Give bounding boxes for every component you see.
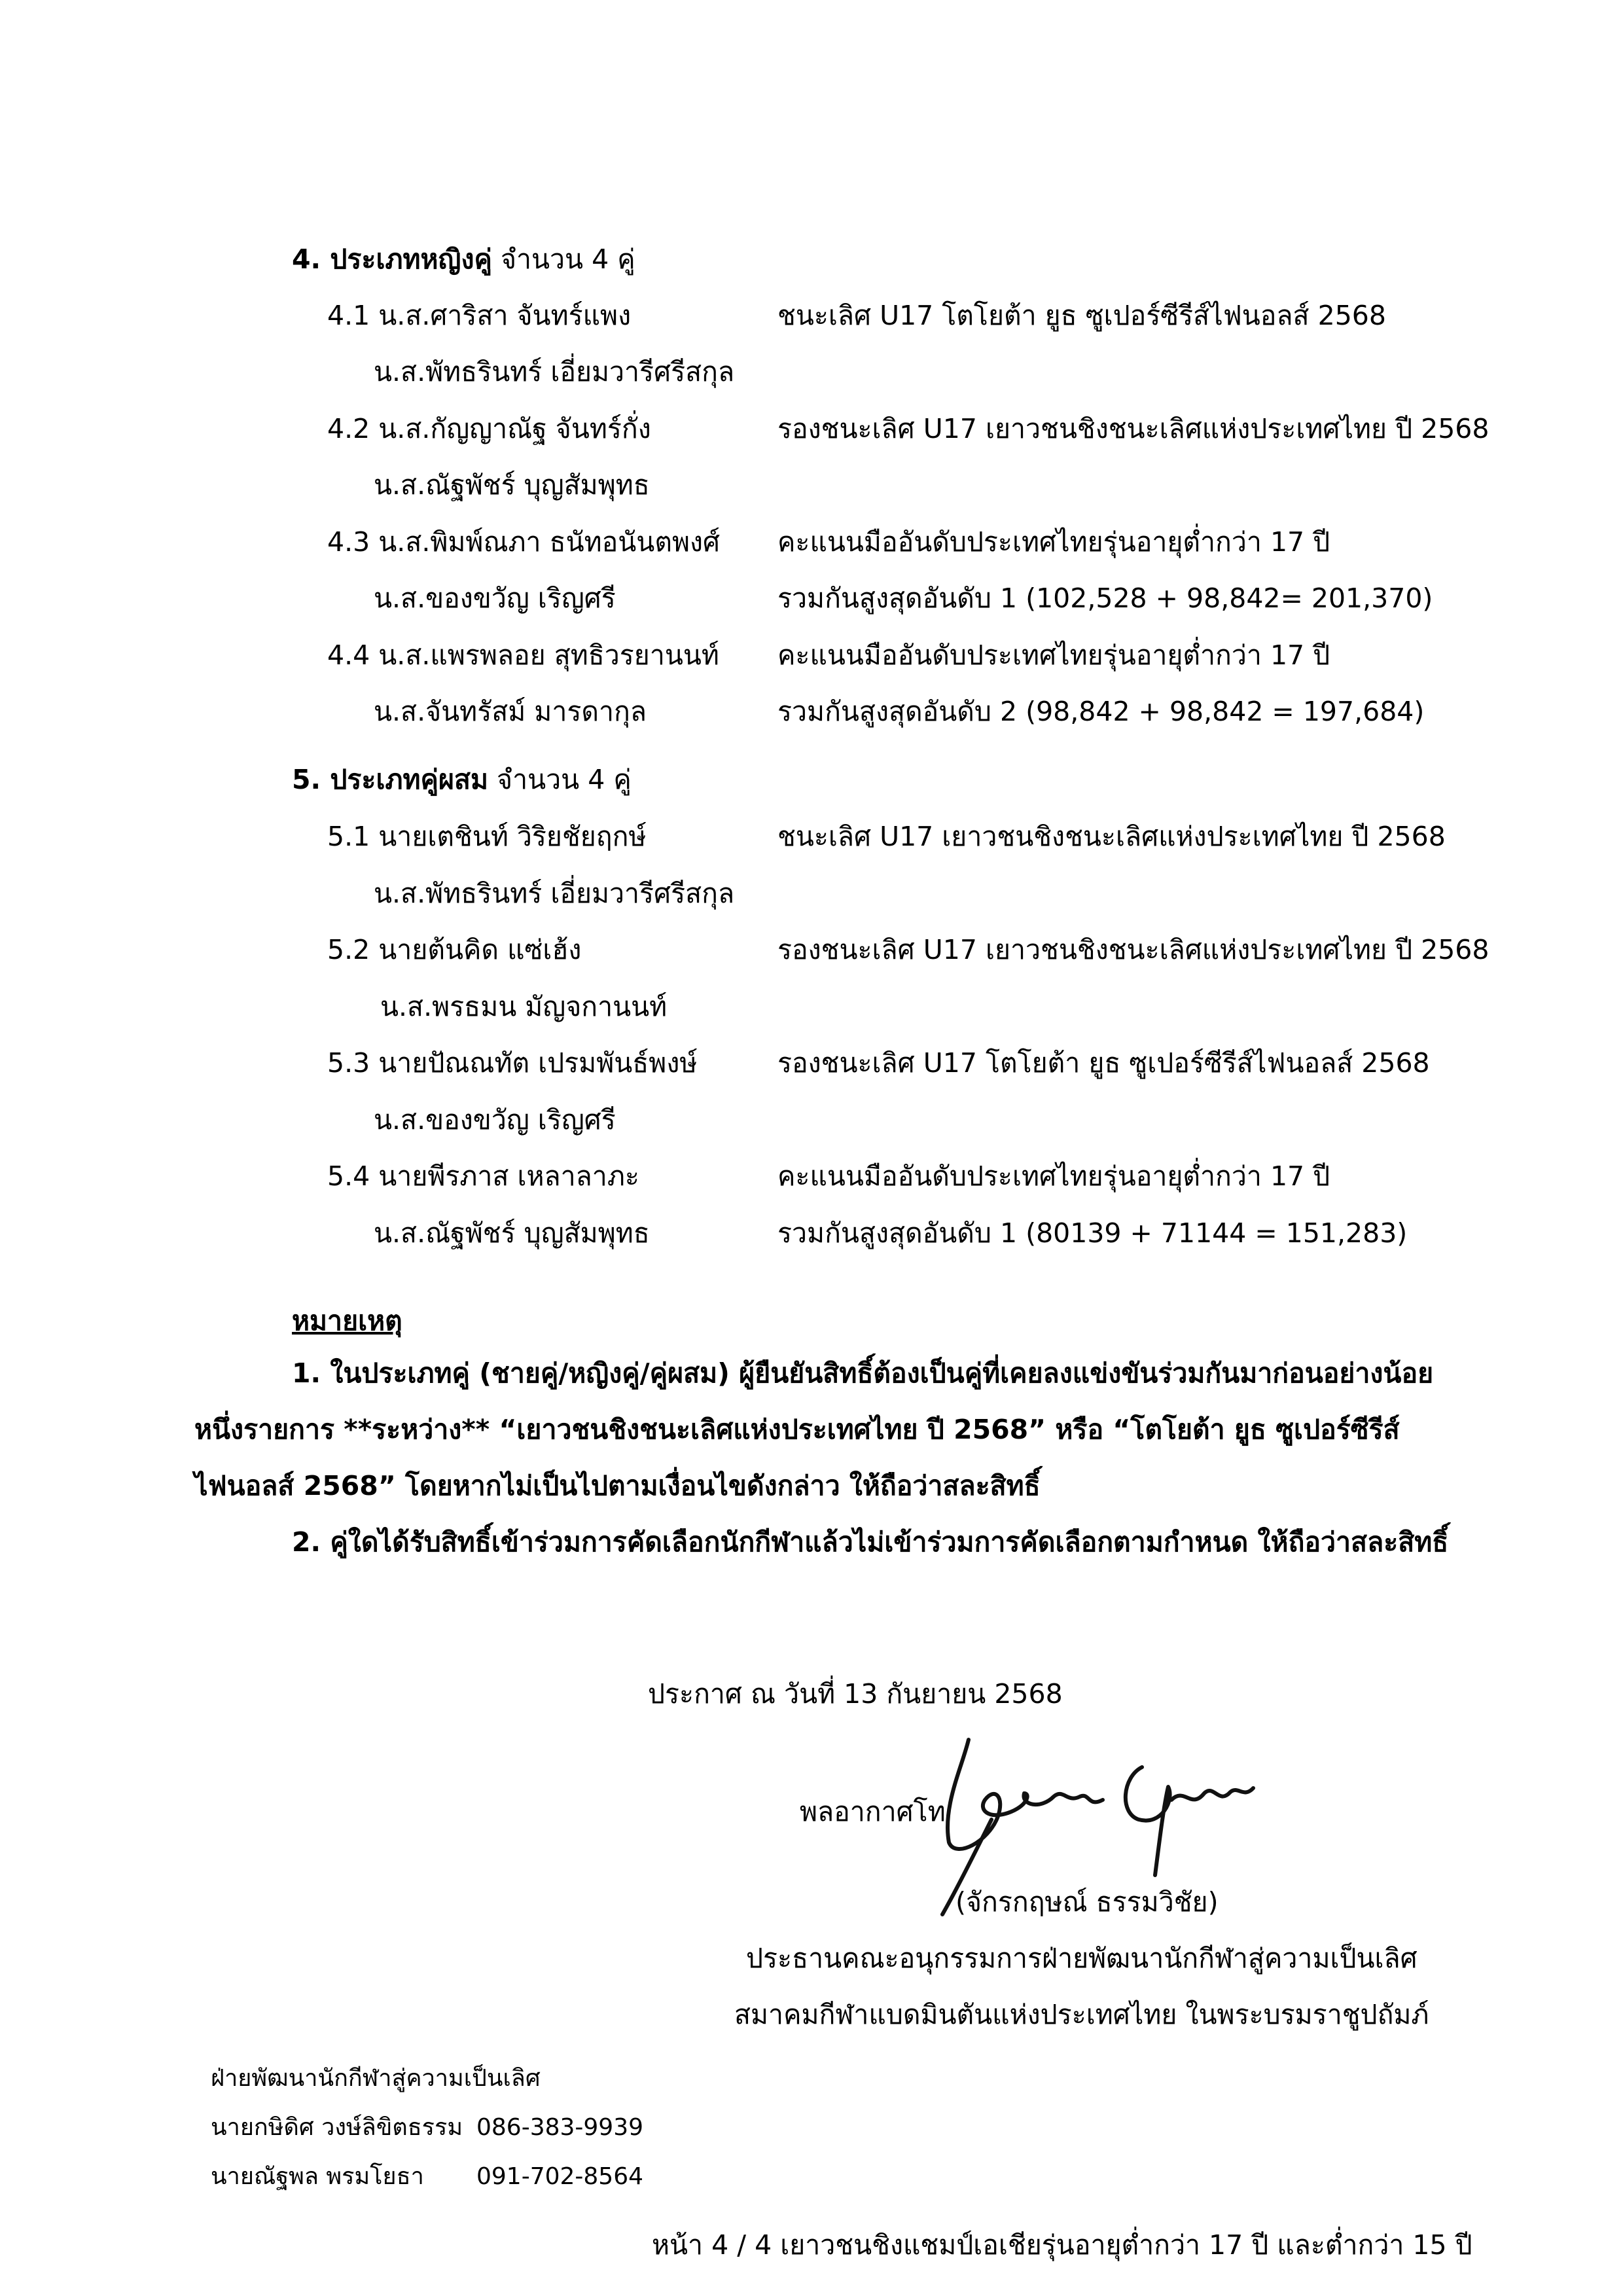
list-item-result-detail: รวมกันสูงสุดอันดับ 1 (80139 + 71144 = 151,283) [777, 1217, 1408, 1249]
section5-heading [292, 761, 632, 798]
contact-phone-2[interactable]: 091-702-8564 [476, 2163, 644, 2190]
list-item: 5.4 นายพีรภาส เหลาลาภะ [327, 1160, 639, 1192]
list-item: 5.1 นายเตชินท์ วิริยชัยฤกษ์ [327, 821, 647, 852]
contact-name-1: นายกษิดิศ วงษ์ลิขิตธรรม [211, 2114, 463, 2141]
list-item-result: รองชนะเลิศ U17 เยาวชนชิงชนะเลิศแห่งประเทศไทย ปี 2568 [777, 413, 1489, 444]
list-item-result-detail: รวมกันสูงสุดอันดับ 2 (98,842 + 98,842 = 197,684) [777, 696, 1425, 727]
list-item-result: คะแนนมืออันดับประเทศไทยรุ่นอายุต่ำกว่า 17 ปี [777, 526, 1330, 558]
list-item: 4.1 น.ส.ศาริสา จันทร์แพง [327, 300, 632, 331]
list-item-partner: น.ส.พัทธรินทร์ เอี่ยมวารีศรีสกุล [374, 878, 735, 909]
signer-name: (จักรกฤษณ์ ธรรมวิชัย) [955, 1886, 1219, 1918]
contact-phone-1[interactable]: 086-383-9939 [476, 2114, 644, 2141]
list-item-partner: น.ส.จันทรัสม์ มารดากุล [374, 696, 647, 727]
list-item-result: รองชนะเลิศ U17 โตโยต้า ยูธ ซูเปอร์ซีรีส์ไฟนอลส์ 2568 [777, 1047, 1430, 1079]
list-item-result: คะแนนมืออันดับประเทศไทยรุ่นอายุต่ำกว่า 17 ปี [777, 1160, 1330, 1192]
list-item: 5.3 นายปัณณทัต เปรมพันธ์พงษ์ [327, 1047, 698, 1079]
list-item-partner: น.ส.ของขวัญ เริญศรี [374, 583, 616, 614]
remarks-title: หมายเหตุ [292, 1305, 402, 1336]
contact-name-2: นายณัฐพล พรมโยธา [211, 2163, 424, 2190]
list-item-result: ชนะเลิศ U17 โตโยต้า ยูธ ซูเปอร์ซีรีส์ไฟนอลส์ 2568 [777, 300, 1386, 331]
list-item-partner: น.ส.ของขวัญ เริญศรี [374, 1104, 616, 1136]
list-item: 4.2 น.ส.กัญญาณัฐ จันทร์กั่ง [327, 413, 651, 444]
list-item: 5.2 นายต้นคิด แซ่เฮ้ง [327, 934, 582, 965]
contact-department: ฝ่ายพัฒนานักกีฬาสู่ความเป็นเลิศ [211, 2065, 541, 2092]
announcement-date: ประกาศ ณ วันที่ 13 กันยายน 2568 [648, 1678, 1063, 1710]
remark-1-line-3: ไฟนอลส์ 2568” โดยหากไม่เป็นไปตามเงื่อนไขดังกล่าว ให้ถือว่าสละสิทธิ์ [194, 1470, 1041, 1501]
remark-1-line-1: 1. ในประเภทคู่ (ชายคู่/หญิงคู่/คู่ผสม) ผู้ยืนยันสิทธิ์ต้องเป็นคู่ที่เคยลงแข่งขันร่วมกันมาก่อนอย่างน้อย [292, 1357, 1434, 1389]
list-item-partner: น.ส.พรธมน มัญจกานนท์ [380, 991, 668, 1022]
list-item-partner: น.ส.ณัฐพัชร์ บุญสัมพุทธ [374, 1217, 650, 1249]
list-item-result: รองชนะเลิศ U17 เยาวชนชิงชนะเลิศแห่งประเทศไทย ปี 2568 [777, 934, 1489, 965]
list-item: 4.3 น.ส.พิมพ์ณภา ธนัทอนันตพงศ์ [327, 526, 721, 558]
list-item-partner: น.ส.ณัฐพัชร์ บุญสัมพุทธ [374, 469, 650, 501]
list-item-result-detail: รวมกันสูงสุดอันดับ 1 (102,528 + 98,842= 201,370) [777, 583, 1433, 614]
section5-title: 5. ประเภทคู่ผสม [292, 764, 489, 795]
signer-position-2: สมาคมกีฬาแบดมินตันแห่งประเทศไทย ในพระบรมราชูปถัมภ์ [734, 1999, 1429, 2030]
remark-1-line-2: หนึ่งรายการ **ระหว่าง** “เยาวชนชิงชนะเลิศแห่งประเทศไทย ปี 2568” หรือ “โตโยต้า ยูธ ซูเปอร์ซีรีส์ [194, 1414, 1400, 1445]
page-footer: หน้า 4 / 4 เยาวชนชิงแชมป์เอเชียรุ่นอายุต่ำกว่า 17 ปี และต่ำกว่า 15 ปี [652, 2229, 1472, 2261]
signer-position-1: ประธานคณะอนุกรรมการฝ่ายพัฒนานักกีฬาสู่ความเป็นเลิศ [746, 1943, 1418, 1974]
signer-rank: พลอากาศโท [800, 1796, 946, 1827]
section5-count: จำนวน 4 คู่ [488, 764, 632, 795]
list-item-result: คะแนนมืออันดับประเทศไทยรุ่นอายุต่ำกว่า 17 ปี [777, 639, 1330, 671]
list-item-result: ชนะเลิศ U17 เยาวชนชิงชนะเลิศแห่งประเทศไทย ปี 2568 [777, 821, 1446, 852]
list-item: 4.4 น.ส.แพรพลอย สุทธิวรยานนท์ [327, 639, 719, 671]
section4-heading [292, 241, 635, 278]
section4-count: จำนวน 4 คู่ [491, 243, 635, 275]
section4-title: 4. ประเภทหญิงคู่ [292, 243, 492, 275]
list-item-partner: น.ส.พัทธรินทร์ เอี่ยมวารีศรีสกุล [374, 356, 735, 387]
remark-2: 2. คู่ใดได้รับสิทธิ์เข้าร่วมการคัดเลือกนักกีฬาแล้วไม่เข้าร่วมการคัดเลือกตามกำหนด ให้ถือว่าสละสิทธิ์ [292, 1526, 1449, 1558]
